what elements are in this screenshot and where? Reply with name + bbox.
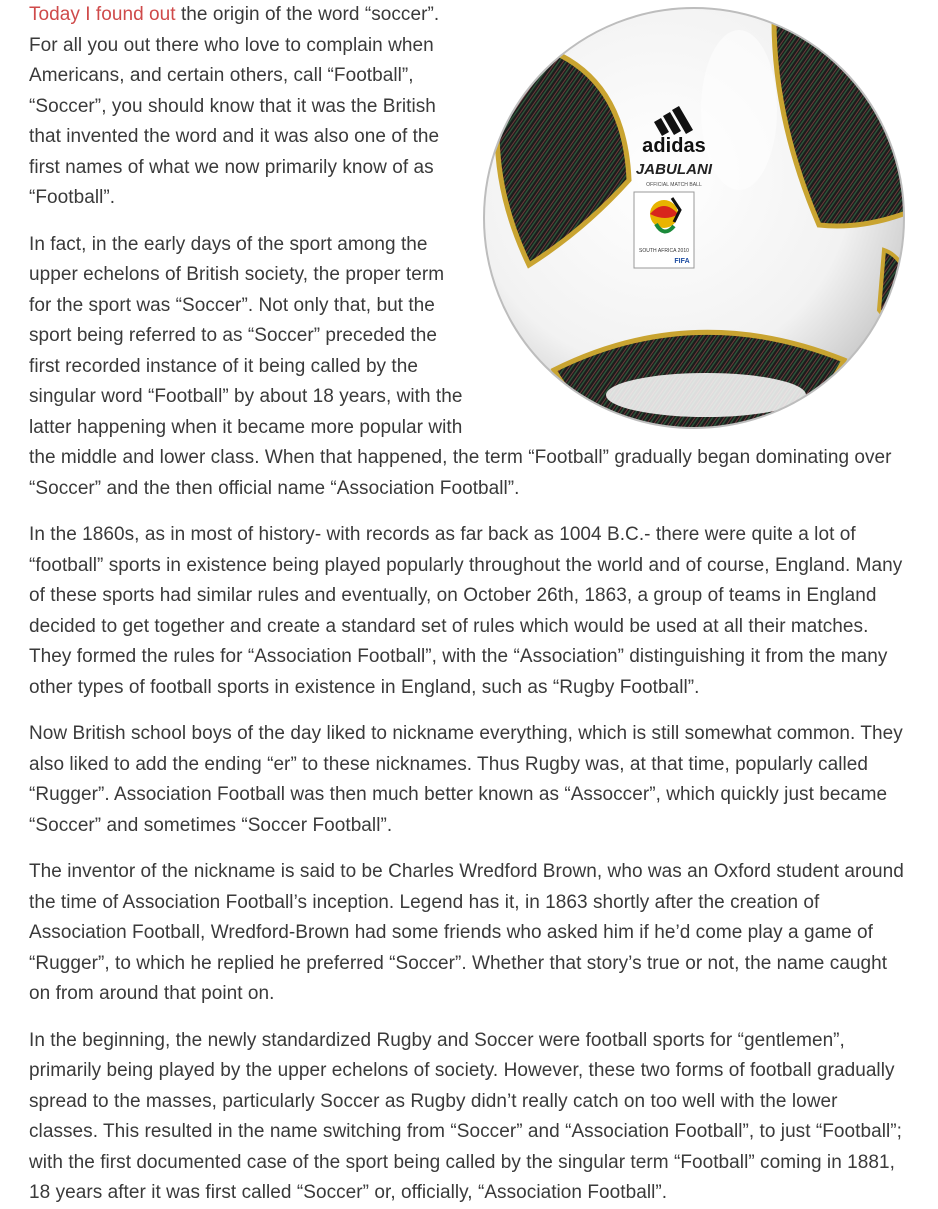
paragraph-2: In fact, in the early days of the sport among the upper echelons of British society, the proper term for the sport was “Soccer”. Not only that, but the sport being referred to as “Soccer” preceded the first recorded instance of it being called by the singular word “Football” by about 18 years, with the latter happening when it became more popular with the middle and lower class. When that happened, the term “Football” gradually began dominating over “Soccer” and the then official name “Association Football”.	[29, 233, 892, 499]
ball-model-text: JABULANI	[635, 161, 713, 178]
soccer-ball-image	[474, 0, 910, 440]
ball-sub-label: OFFICIAL MATCH BALL	[646, 182, 702, 188]
emblem-tournament-text: SOUTH AFRICA 2010	[638, 248, 690, 254]
paragraph-5: The inventor of the nickname is said to be Charles Wredford Brown, who was an Oxford student around the time of Association Football’s inception. Legend has it, in 1863 shortly after the creation of Association Football, Wredford-Brown had some friends who asked him if he’d come play a game of “Rugger”, to which he replied he preferred “Soccer”. Whether that story’s true or not, the name caught on from around that point on.	[29, 861, 904, 1004]
paragraph-4: Now British school boys of the day liked to nickname everything, which is still somewhat common. They also liked to add the ending “er” to these nicknames. Thus Rugby was, at that time, popularly called “Rugger”. Association Football was then much better known as “Assoccer”, which quickly just became “Soccer” and sometimes “Soccer Football”.	[29, 723, 903, 836]
jabulani-ball-illustration	[474, 0, 910, 440]
ball-brand-text: adidas	[642, 135, 706, 157]
world-cup-emblem-icon	[634, 192, 694, 268]
today-i-found-out-link[interactable]: Today I found out	[29, 4, 176, 25]
paragraph-6: In the beginning, the newly standardized Rugby and Soccer were football sports for “gentlemen”, primarily being played by the upper echelons of society. However, these two forms of football gradually spread to the masses, particularly Soccer as Rugby didn’t really catch on too well with the lower classes. This resulted in the name switching from “Soccer” and “Association Football”, to just “Football”; with the first documented case of the sport being called by the singular term “Football” coming in 1881, 18 years after it was first called “Soccer” or, officially, “Association Football”.	[29, 1029, 902, 1203]
paragraph-3: In the 1860s, as in most of history- with records as far back as 1004 B.C.- there were quite a lot of “football” sports in existence being played popularly throughout the world and of course, England. Many of these sports had similar rules and eventually, on October 26th, 1863, a group of teams in England decided to get together and create a standard set of rules which would be used at all their matches. They formed the rules for “Association Football”, with the “Association” distinguishing it from the many other types of football sports in existence in England, such as “Rugby Football”.	[29, 524, 903, 698]
paragraph-1-text: the origin of the word “soccer”. For all you out there who love to complain when Americans, and certain others, call “Football”, “Soccer”, you should know that it was the British that invented the word and it was also one of the first names of what we now primarily know of as “Football”.	[29, 4, 440, 208]
emblem-fifa-text: FIFA	[674, 258, 690, 265]
